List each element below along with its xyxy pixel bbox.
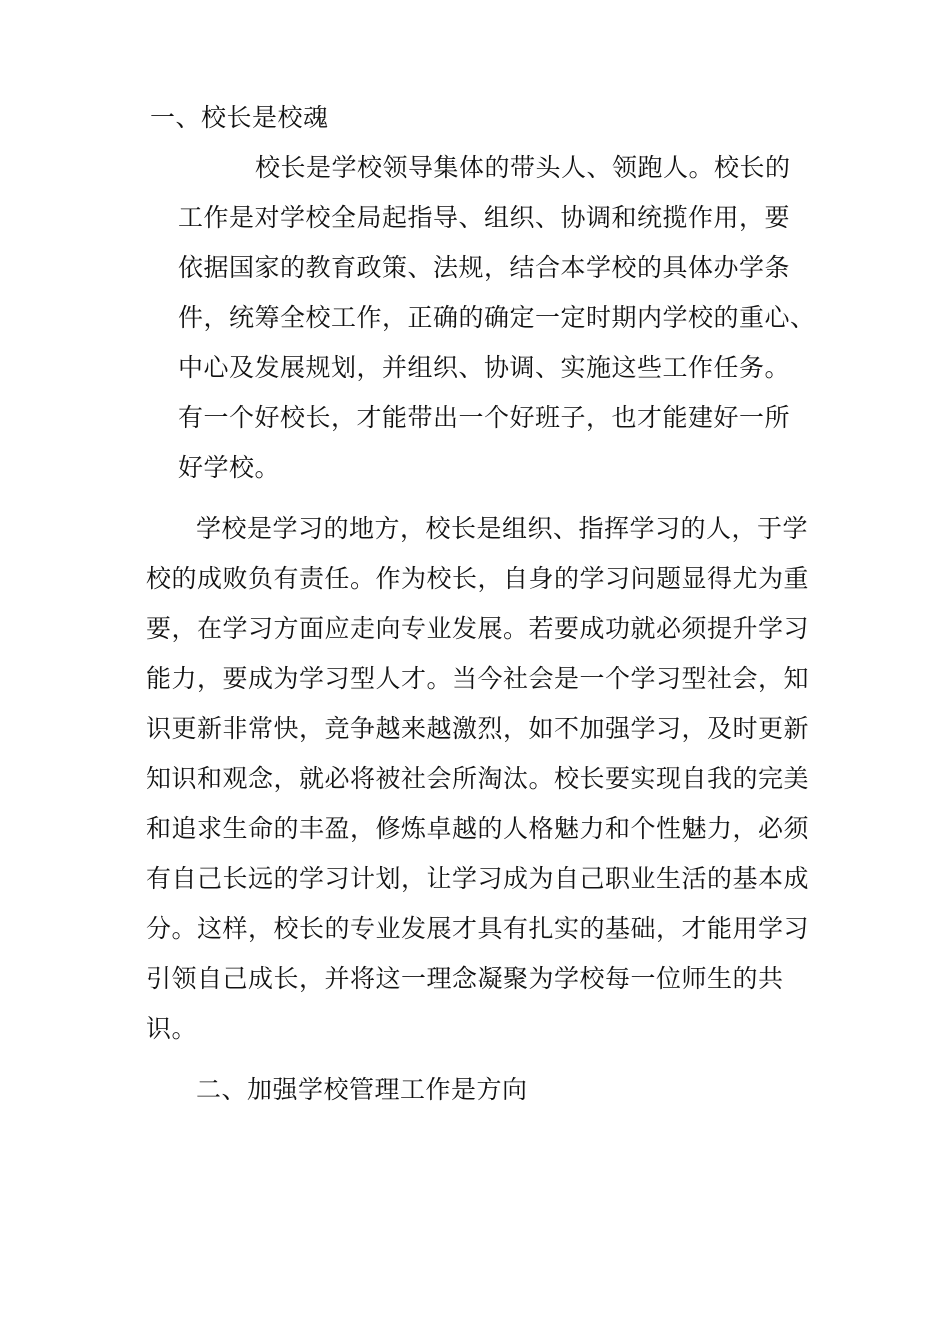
paragraph-line: 要，在学习方面应走向专业发展。若要成功就必须提升学习: [146, 614, 810, 643]
paragraph-line: 中心及发展规划，并组织、协调、实施这些工作任务。: [178, 353, 791, 382]
paragraph-line: 分。这样，校长的专业发展才具有扎实的基础，才能用学习: [146, 914, 810, 943]
paragraph-line: 好学校。: [178, 453, 281, 482]
paragraph-line: 知识和观念，就必将被社会所淘汰。校长要实现自我的完美: [146, 764, 810, 793]
section-heading: 二、加强学校管理工作是方向: [196, 1075, 528, 1104]
paragraph-line: 识。: [146, 1014, 198, 1043]
paragraph-line: 学校是学习的地方，校长是组织、指挥学习的人，于学: [196, 514, 809, 543]
paragraph-line: 有自己长远的学习计划，让学习成为自己职业生活的基本成: [146, 864, 810, 893]
paragraph-line: 有一个好校长，才能带出一个好班子，也才能建好一所: [178, 403, 791, 432]
paragraph-line: 依据国家的教育政策、法规，结合本学校的具体办学条: [178, 253, 791, 282]
paragraph-line: 件，统筹全校工作，正确的确定一定时期内学校的重心、: [178, 303, 816, 332]
section-heading: 一、校长是校魂: [150, 103, 329, 132]
paragraph-line: 识更新非常快，竞争越来越激烈，如不加强学习，及时更新: [146, 714, 810, 743]
paragraph-line: 和追求生命的丰盈，修炼卓越的人格魅力和个性魅力，必须: [146, 814, 810, 843]
paragraph-line: 校长是学校领导集体的带头人、领跑人。校长的: [255, 153, 791, 182]
paragraph-line: 能力，要成为学习型人才。当今社会是一个学习型社会，知: [146, 664, 810, 693]
paragraph-line: 校的成败负有责任。作为校长，自身的学习问题显得尤为重: [146, 564, 810, 593]
paragraph-line: 工作是对学校全局起指导、组织、协调和统揽作用，要: [178, 203, 791, 232]
paragraph-line: 引领自己成长，并将这一理念凝聚为学校每一位师生的共: [146, 964, 784, 993]
